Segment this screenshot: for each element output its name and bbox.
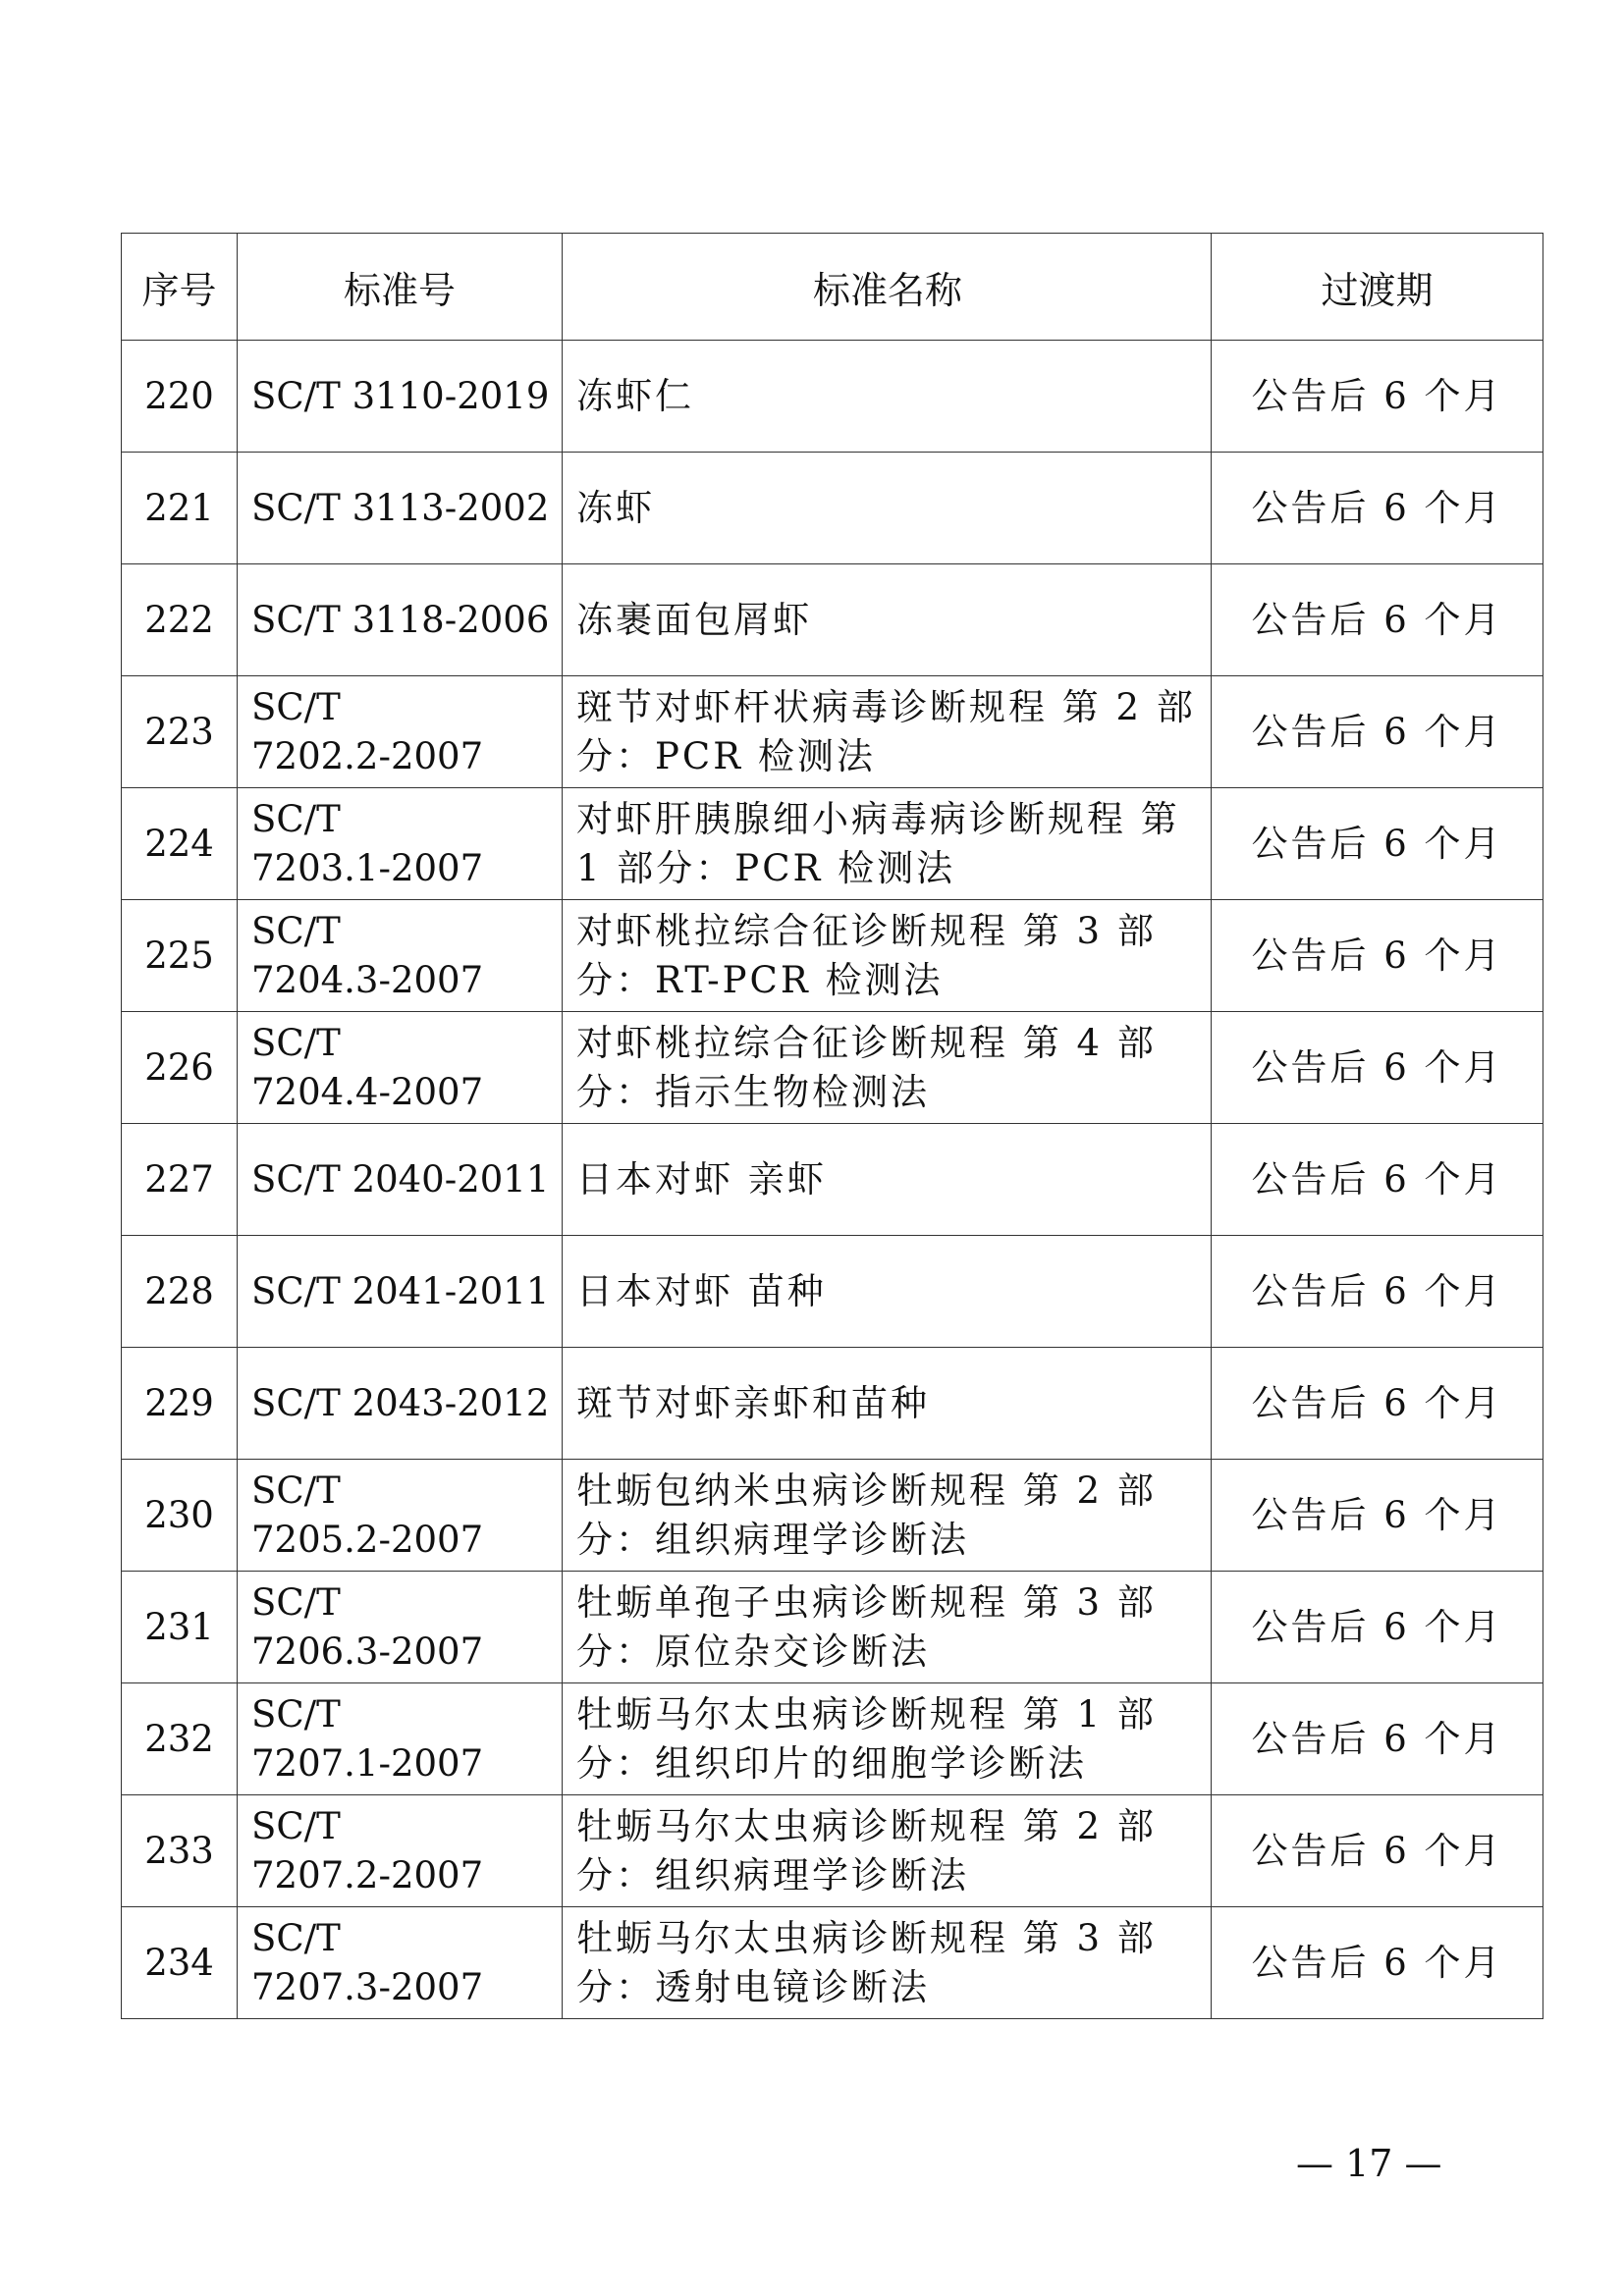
row-standard-name-text: 牡蛎单孢子虫病诊断规程 第 3 部分：原位杂交诊断法: [576, 1580, 1157, 1673]
row-standard-code: [238, 1236, 563, 1348]
page-number: — 17 —: [1296, 2142, 1442, 2185]
row-standard-name: [563, 1572, 1212, 1683]
row-serial-number-text: 230: [144, 1493, 214, 1536]
row-transition-period: [1212, 564, 1543, 676]
row-serial-number-text: 226: [144, 1045, 214, 1089]
row-standard-code-text: SC/T 3113-2002: [251, 486, 550, 529]
row-serial-number-text: 234: [144, 1941, 214, 1984]
table-row: [122, 788, 1543, 900]
row-transition-period: [1212, 1012, 1543, 1124]
row-standard-name: [563, 1124, 1212, 1236]
row-standard-name: [563, 676, 1212, 788]
row-standard-code: [238, 453, 563, 564]
table-row: [122, 453, 1543, 564]
row-standard-name-text: 对虾桃拉综合征诊断规程 第 4 部分：指示生物检测法: [576, 1021, 1157, 1113]
row-transition-period: [1212, 453, 1543, 564]
row-transition-period-text: 公告后 6 个月: [1251, 1381, 1503, 1424]
table-row: [122, 1348, 1543, 1460]
row-standard-code-text: SC/T 7207.2-2007: [251, 1804, 484, 1896]
row-serial-number-text: 220: [144, 374, 214, 417]
row-serial-number-text: 233: [144, 1829, 214, 1872]
row-standard-code-text: SC/T 7207.3-2007: [251, 1916, 484, 2008]
row-serial-number: [122, 788, 238, 900]
row-standard-code: [238, 788, 563, 900]
row-standard-code: [238, 900, 563, 1012]
row-serial-number: [122, 1460, 238, 1572]
table-header-row: [122, 234, 1543, 341]
header-standard-name: 标准名称: [563, 234, 1212, 341]
row-standard-name-text: 对虾肝胰腺细小病毒病诊断规程 第 1 部分：PCR 检测法: [576, 797, 1180, 889]
row-standard-name: [563, 1460, 1212, 1572]
row-standard-name-text: 牡蛎包纳米虫病诊断规程 第 2 部分：组织病理学诊断法: [576, 1468, 1157, 1561]
row-transition-period-text: 公告后 6 个月: [1251, 1941, 1503, 1984]
row-transition-period-text: 公告后 6 个月: [1251, 1829, 1503, 1872]
row-standard-name-text: 斑节对虾杆状病毒诊断规程 第 2 部分：PCR 检测法: [576, 685, 1196, 777]
row-serial-number-text: 224: [144, 822, 214, 865]
row-serial-number: [122, 900, 238, 1012]
row-serial-number-text: 223: [144, 710, 214, 753]
row-serial-number: [122, 453, 238, 564]
row-serial-number: [122, 1572, 238, 1683]
row-standard-name: [563, 341, 1212, 453]
row-serial-number: [122, 1236, 238, 1348]
row-standard-code-text: SC/T 2041-2011: [251, 1269, 550, 1312]
row-standard-code: [238, 341, 563, 453]
row-transition-period: [1212, 341, 1543, 453]
row-serial-number: [122, 1012, 238, 1124]
row-serial-number-text: 227: [144, 1157, 214, 1201]
row-serial-number: [122, 1683, 238, 1795]
row-standard-code: [238, 564, 563, 676]
row-standard-code: [238, 1572, 563, 1683]
table-row: [122, 1907, 1543, 2019]
row-transition-period: [1212, 1460, 1543, 1572]
header-transition-period: 过渡期: [1212, 234, 1543, 341]
row-transition-period-text: 公告后 6 个月: [1251, 822, 1503, 865]
table-row: [122, 564, 1543, 676]
row-standard-name: [563, 1012, 1212, 1124]
row-transition-period-text: 公告后 6 个月: [1251, 1605, 1503, 1648]
row-standard-code-text: SC/T 7203.1-2007: [251, 797, 484, 889]
table-body: [122, 341, 1543, 2019]
row-standard-code: [238, 1683, 563, 1795]
row-serial-number-text: 229: [144, 1381, 214, 1424]
row-standard-name-text: 斑节对虾亲虾和苗种: [576, 1381, 930, 1424]
row-transition-period: [1212, 788, 1543, 900]
table-row: [122, 900, 1543, 1012]
row-standard-name: [563, 564, 1212, 676]
header-standard-code: 标准号: [238, 234, 563, 341]
row-standard-name: [563, 788, 1212, 900]
row-transition-period-text: 公告后 6 个月: [1251, 1045, 1503, 1089]
table-row: [122, 1683, 1543, 1795]
header-serial-number: 序号: [122, 234, 238, 341]
row-standard-name: [563, 1907, 1212, 2019]
row-standard-name-text: 冻虾仁: [576, 374, 694, 417]
row-transition-period: [1212, 1795, 1543, 1907]
row-standard-code-text: SC/T 7204.3-2007: [251, 909, 484, 1001]
row-serial-number: [122, 676, 238, 788]
row-transition-period-text: 公告后 6 个月: [1251, 710, 1503, 753]
row-transition-period: [1212, 1683, 1543, 1795]
row-transition-period-text: 公告后 6 个月: [1251, 486, 1503, 529]
row-standard-code: [238, 676, 563, 788]
row-standard-name: [563, 900, 1212, 1012]
row-standard-code: [238, 1012, 563, 1124]
row-standard-name-text: 牡蛎马尔太虫病诊断规程 第 2 部分：组织病理学诊断法: [576, 1804, 1157, 1896]
row-standard-code-text: SC/T 3110-2019: [251, 374, 550, 417]
row-serial-number: [122, 1124, 238, 1236]
table-row: [122, 341, 1543, 453]
row-serial-number: [122, 564, 238, 676]
row-standard-code-text: SC/T 7207.1-2007: [251, 1692, 484, 1785]
row-serial-number-text: 221: [144, 486, 214, 529]
row-serial-number: [122, 1907, 238, 2019]
row-serial-number: [122, 341, 238, 453]
row-serial-number: [122, 1795, 238, 1907]
row-transition-period: [1212, 1236, 1543, 1348]
row-transition-period: [1212, 1124, 1543, 1236]
row-standard-name-text: 对虾桃拉综合征诊断规程 第 3 部分：RT-PCR 检测法: [576, 909, 1157, 1001]
row-transition-period: [1212, 1907, 1543, 2019]
table-row: [122, 1572, 1543, 1683]
row-standard-code-text: SC/T 7202.2-2007: [251, 685, 484, 777]
row-standard-name-text: 冻虾: [576, 486, 655, 529]
row-transition-period-text: 公告后 6 个月: [1251, 598, 1503, 641]
row-standard-code-text: SC/T 3118-2006: [251, 598, 550, 641]
table-row: [122, 1795, 1543, 1907]
row-serial-number-text: 225: [144, 934, 214, 977]
row-transition-period-text: 公告后 6 个月: [1251, 374, 1503, 417]
row-standard-code-text: SC/T 7204.4-2007: [251, 1021, 484, 1113]
row-standard-name-text: 冻裹面包屑虾: [576, 598, 812, 641]
row-serial-number-text: 232: [144, 1717, 214, 1760]
standards-table: [121, 233, 1543, 2019]
row-transition-period-text: 公告后 6 个月: [1251, 1157, 1503, 1201]
table-row: [122, 676, 1543, 788]
row-serial-number-text: 228: [144, 1269, 214, 1312]
row-serial-number-text: 231: [144, 1605, 214, 1648]
row-standard-code: [238, 1795, 563, 1907]
row-transition-period: [1212, 676, 1543, 788]
row-standard-code: [238, 1348, 563, 1460]
row-standard-name-text: 日本对虾 苗种: [576, 1269, 827, 1312]
table-row: [122, 1460, 1543, 1572]
row-standard-name-text: 牡蛎马尔太虫病诊断规程 第 3 部分：透射电镜诊断法: [576, 1916, 1157, 2008]
row-transition-period-text: 公告后 6 个月: [1251, 1269, 1503, 1312]
row-standard-name: [563, 1683, 1212, 1795]
table-row: [122, 1236, 1543, 1348]
row-standard-name: [563, 1795, 1212, 1907]
row-standard-name-text: 日本对虾 亲虾: [576, 1157, 827, 1201]
row-standard-code: [238, 1460, 563, 1572]
row-transition-period: [1212, 1348, 1543, 1460]
row-standard-name-text: 牡蛎马尔太虫病诊断规程 第 1 部分：组织印片的细胞学诊断法: [576, 1692, 1157, 1785]
row-transition-period-text: 公告后 6 个月: [1251, 934, 1503, 977]
row-serial-number-text: 222: [144, 598, 214, 641]
row-standard-name: [563, 1236, 1212, 1348]
row-standard-code-text: SC/T 2040-2011: [251, 1157, 550, 1201]
row-transition-period-text: 公告后 6 个月: [1251, 1493, 1503, 1536]
row-transition-period-text: 公告后 6 个月: [1251, 1717, 1503, 1760]
table-row: [122, 1124, 1543, 1236]
row-standard-code-text: SC/T 7205.2-2007: [251, 1468, 484, 1561]
row-transition-period: [1212, 1572, 1543, 1683]
row-standard-name: [563, 1348, 1212, 1460]
row-transition-period: [1212, 900, 1543, 1012]
row-standard-code: [238, 1907, 563, 2019]
table-row: [122, 1012, 1543, 1124]
row-standard-name: [563, 453, 1212, 564]
row-serial-number: [122, 1348, 238, 1460]
row-standard-code: [238, 1124, 563, 1236]
row-standard-code-text: SC/T 7206.3-2007: [251, 1580, 484, 1673]
row-standard-code-text: SC/T 2043-2012: [251, 1381, 550, 1424]
